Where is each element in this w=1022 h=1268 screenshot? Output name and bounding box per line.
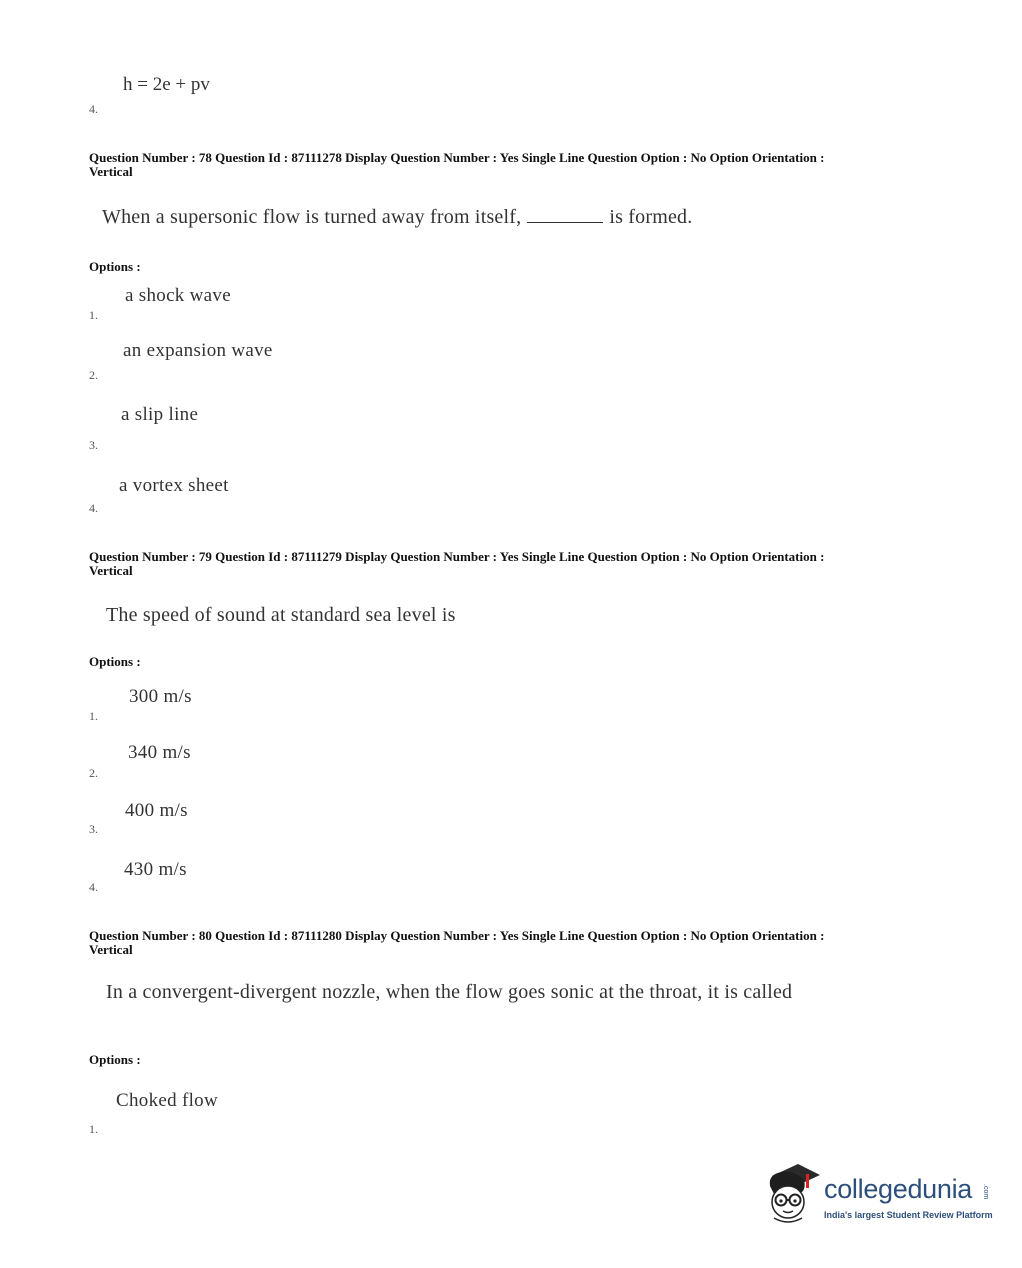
question-80-meta: Question Number : 80 Question Id : 87111280 Display Question Number : Yes Single Line Question Option : No Option Orientation : Vertical (89, 928, 825, 957)
collegedunia-logo (764, 1160, 994, 1232)
question-80-options-label: Options : (89, 1052, 141, 1067)
question-79-meta: Question Number : 79 Question Id : 87111279 Display Question Number : Yes Single Line Question Option : No Option Orientation : Vertical (89, 549, 825, 578)
question-79-option-4-text: 430 m/s (124, 859, 187, 880)
question-78-option-4-number: 4. (89, 501, 98, 515)
student-mascot-icon (764, 1160, 822, 1232)
question-78-option-1-text: a shock wave (125, 285, 231, 306)
question-79-option-2-number: 2. (89, 766, 98, 780)
question-79-options-label: Options : (89, 654, 141, 669)
question-78-options-label: Options : (89, 259, 141, 274)
question-80-option-1-number: 1. (89, 1122, 98, 1136)
question-78-text-before: When a supersonic flow is turned away from itself, (102, 206, 522, 228)
question-78-option-3-text: a slip line (121, 404, 199, 425)
prev-option-4-number: 4. (89, 102, 98, 116)
logo-tagline: India's largest Student Review Platform (824, 1210, 993, 1220)
question-78-text-after: is formed. (609, 206, 693, 228)
logo-wordmark: collegedunia (824, 1174, 973, 1204)
question-78-option-4-text: a vortex sheet (119, 475, 229, 496)
question-78-option-2-number: 2. (89, 368, 98, 382)
question-79-option-4-number: 4. (89, 880, 98, 894)
fill-in-blank (527, 206, 603, 223)
prev-option-4-formula: h = 2e + pv (123, 74, 210, 95)
question-78-text (102, 206, 692, 229)
question-78-meta: Question Number : 78 Question Id : 87111278 Display Question Number : Yes Single Line Question Option : No Option Orientation : Vertical (89, 150, 825, 179)
question-79-option-2-text: 340 m/s (128, 742, 191, 763)
question-80-text: In a convergent-divergent nozzle, when the flow goes sonic at the throat, it is called (106, 981, 793, 1003)
question-79-option-1-number: 1. (89, 709, 98, 723)
question-78-option-1-number: 1. (89, 308, 98, 322)
question-79-option-1-text: 300 m/s (129, 686, 192, 707)
logo-domain-suffix: .com (982, 1184, 989, 1200)
question-78-option-3-number: 3. (89, 438, 98, 452)
question-79-option-3-text: 400 m/s (125, 800, 188, 821)
question-80-option-1-text: Choked flow (116, 1090, 218, 1111)
question-79-option-3-number: 3. (89, 822, 98, 836)
question-79-text: The speed of sound at standard sea level is (106, 604, 456, 626)
question-78-option-2-text: an expansion wave (123, 340, 273, 361)
